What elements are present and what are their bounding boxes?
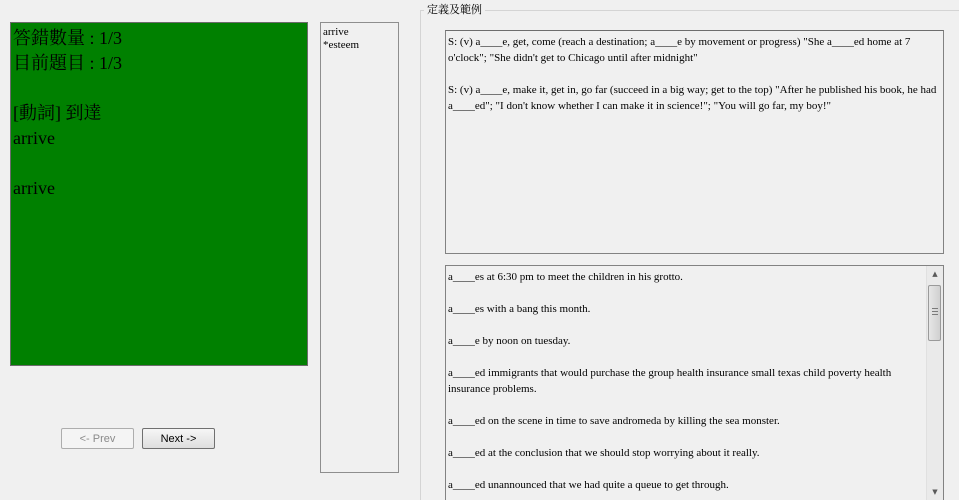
example-sentence: a____es at 6:30 pm to meet the children in his grotto. [448, 271, 683, 283]
example-sentence: a____ed at the conclusion that we should stop worrying about it really. [448, 447, 760, 459]
user-answer: arrive [13, 178, 55, 198]
next-button[interactable]: Next -> [142, 428, 215, 449]
word-list-item[interactable]: *esteem [323, 39, 360, 51]
definitions-textbox[interactable] [445, 30, 944, 254]
scroll-up-arrow-icon[interactable]: ▲ [932, 270, 938, 278]
definition-entry: S: (v) a____e, make it, get in, go far (succeed in a big way; get to the top) "After he published his book, he had a____ed"; "I don't know whether I can make it in science!"; "You will go far, my boy!" [448, 84, 937, 112]
example-sentence: a____es with a bang this month. [448, 303, 591, 315]
scroll-down-arrow-icon[interactable]: ▼ [932, 488, 938, 496]
answer-word: arrive [13, 128, 55, 148]
part-of-speech-meaning: [動詞] 到達 [13, 103, 102, 123]
example-sentence: a____ed unannounced that we had quite a queue to get through. [448, 479, 729, 491]
scrollbar-thumb[interactable] [928, 285, 941, 341]
examples-content [448, 269, 926, 500]
example-sentence: a____ed on the scene in time to save andromeda by killing the sea monster. [448, 415, 780, 427]
wrong-count-label: 答錯數量 : 1/3 [13, 28, 123, 48]
current-question-label: 目前題目 : 1/3 [13, 53, 123, 73]
blank-line [13, 151, 307, 176]
scrollbar-grip-icon [932, 308, 938, 316]
word-list-item[interactable]: arrive [323, 26, 349, 38]
example-sentence: a____e by noon on tuesday. [448, 335, 571, 347]
definition-entry: S: (v) a____e, get, come (reach a destination; a____e by movement or progress) "She a____ed home at 7 o'clock"; "She didn't get to Chicago until after midnight" [448, 36, 911, 64]
example-sentence: a____ed immigrants that would purchase the group health insurance small texas child poverty health insurance problems. [448, 367, 892, 395]
prev-button[interactable]: <- Prev [61, 428, 134, 449]
word-list[interactable] [320, 22, 399, 473]
blank-line [13, 76, 307, 101]
examples-textbox[interactable] [445, 265, 944, 500]
definitions-group-title: 定義及範例 [424, 2, 485, 18]
quiz-card [10, 22, 308, 366]
examples-scrollbar[interactable] [926, 266, 943, 500]
